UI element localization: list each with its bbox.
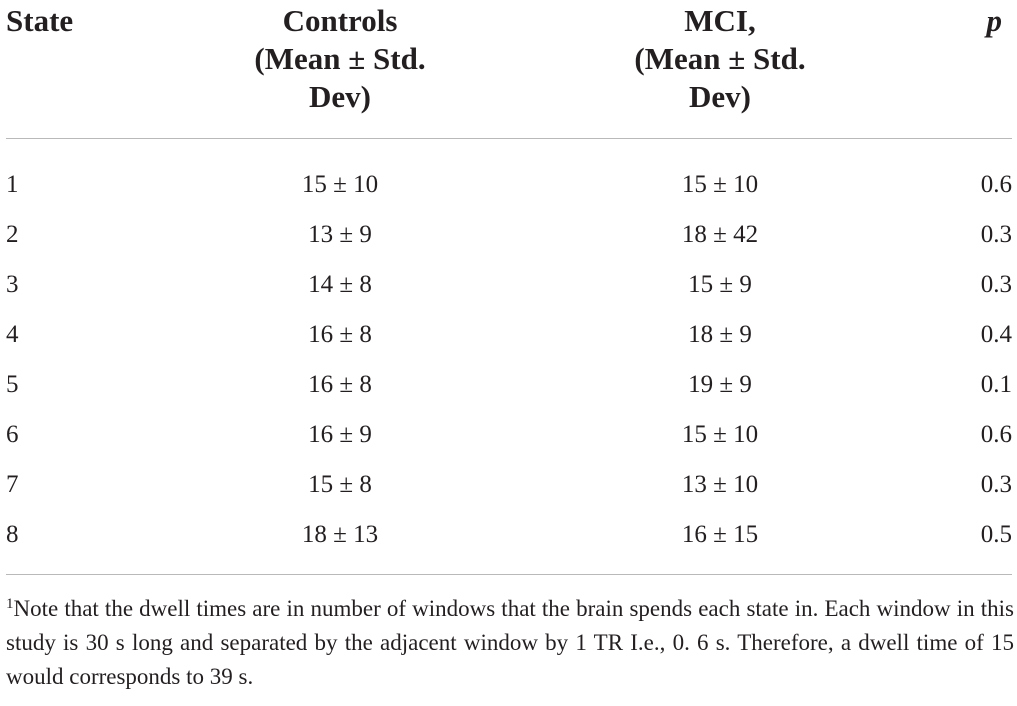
cell-p: 0.6 [980, 421, 1012, 448]
header-mci-line2: (Mean ± Std. [634, 41, 806, 76]
header-mci [610, 2, 830, 116]
header-controls-line2: (Mean ± Std. [254, 41, 426, 76]
header-controls [230, 2, 450, 116]
cell-state: 7 [6, 471, 19, 498]
cell-state: 4 [6, 321, 19, 348]
cell-controls: 15 ± 10 [301, 171, 379, 198]
cell-state: 8 [6, 521, 19, 548]
header-controls-line1: Controls [282, 3, 398, 38]
table-row [0, 520, 1017, 570]
cell-controls: 16 ± 8 [308, 371, 372, 398]
table-row [0, 320, 1017, 370]
cell-controls: 16 ± 9 [308, 421, 372, 448]
footnote-text: Note that the dwell times are in number of windows that the brain spends each state in. Each window in this study is 30 s long and separated by the adjacent window by 1 TR I.e., 0. 6 s. Therefore, a dwell time of 15 would corresponds to 39 s. [6, 596, 1014, 689]
header-state: State [6, 3, 74, 38]
table-row [0, 170, 1017, 220]
cell-state: 1 [6, 171, 19, 198]
cell-mci: 18 ± 42 [681, 221, 759, 248]
table-row [0, 270, 1017, 320]
cell-mci: 15 ± 9 [688, 271, 752, 298]
footnote-marker: 1 [6, 596, 14, 612]
cell-state: 5 [6, 371, 19, 398]
table-row [0, 470, 1017, 520]
footer-divider [6, 574, 1012, 575]
cell-controls: 15 ± 8 [308, 471, 372, 498]
cell-mci: 15 ± 10 [681, 421, 759, 448]
cell-mci: 19 ± 9 [688, 371, 752, 398]
cell-mci: 15 ± 10 [681, 171, 759, 198]
cell-controls: 16 ± 8 [308, 321, 372, 348]
cell-p: 0.3 [980, 271, 1012, 298]
header-mci-line3: Dev) [689, 79, 751, 114]
cell-p: 0.4 [980, 321, 1012, 348]
cell-p: 0.3 [980, 221, 1012, 248]
table-row [0, 220, 1017, 270]
cell-controls: 13 ± 9 [308, 221, 372, 248]
header-controls-line3: Dev) [309, 79, 371, 114]
cell-p: 0.6 [980, 171, 1012, 198]
cell-state: 2 [6, 221, 19, 248]
table-row [0, 420, 1017, 470]
header-p: p [986, 3, 1002, 38]
cell-p: 0.5 [980, 521, 1012, 548]
cell-state: 6 [6, 421, 19, 448]
table-footnote [6, 592, 1014, 694]
table-row [0, 370, 1017, 420]
cell-p: 0.3 [980, 471, 1012, 498]
header-divider [6, 138, 1012, 139]
cell-p: 0.1 [980, 371, 1012, 398]
cell-mci: 16 ± 15 [681, 521, 759, 548]
cell-controls: 14 ± 8 [308, 271, 372, 298]
cell-mci: 13 ± 10 [681, 471, 759, 498]
cell-controls: 18 ± 13 [301, 521, 379, 548]
header-mci-line1: MCI, [684, 3, 756, 38]
cell-mci: 18 ± 9 [688, 321, 752, 348]
cell-state: 3 [6, 271, 19, 298]
